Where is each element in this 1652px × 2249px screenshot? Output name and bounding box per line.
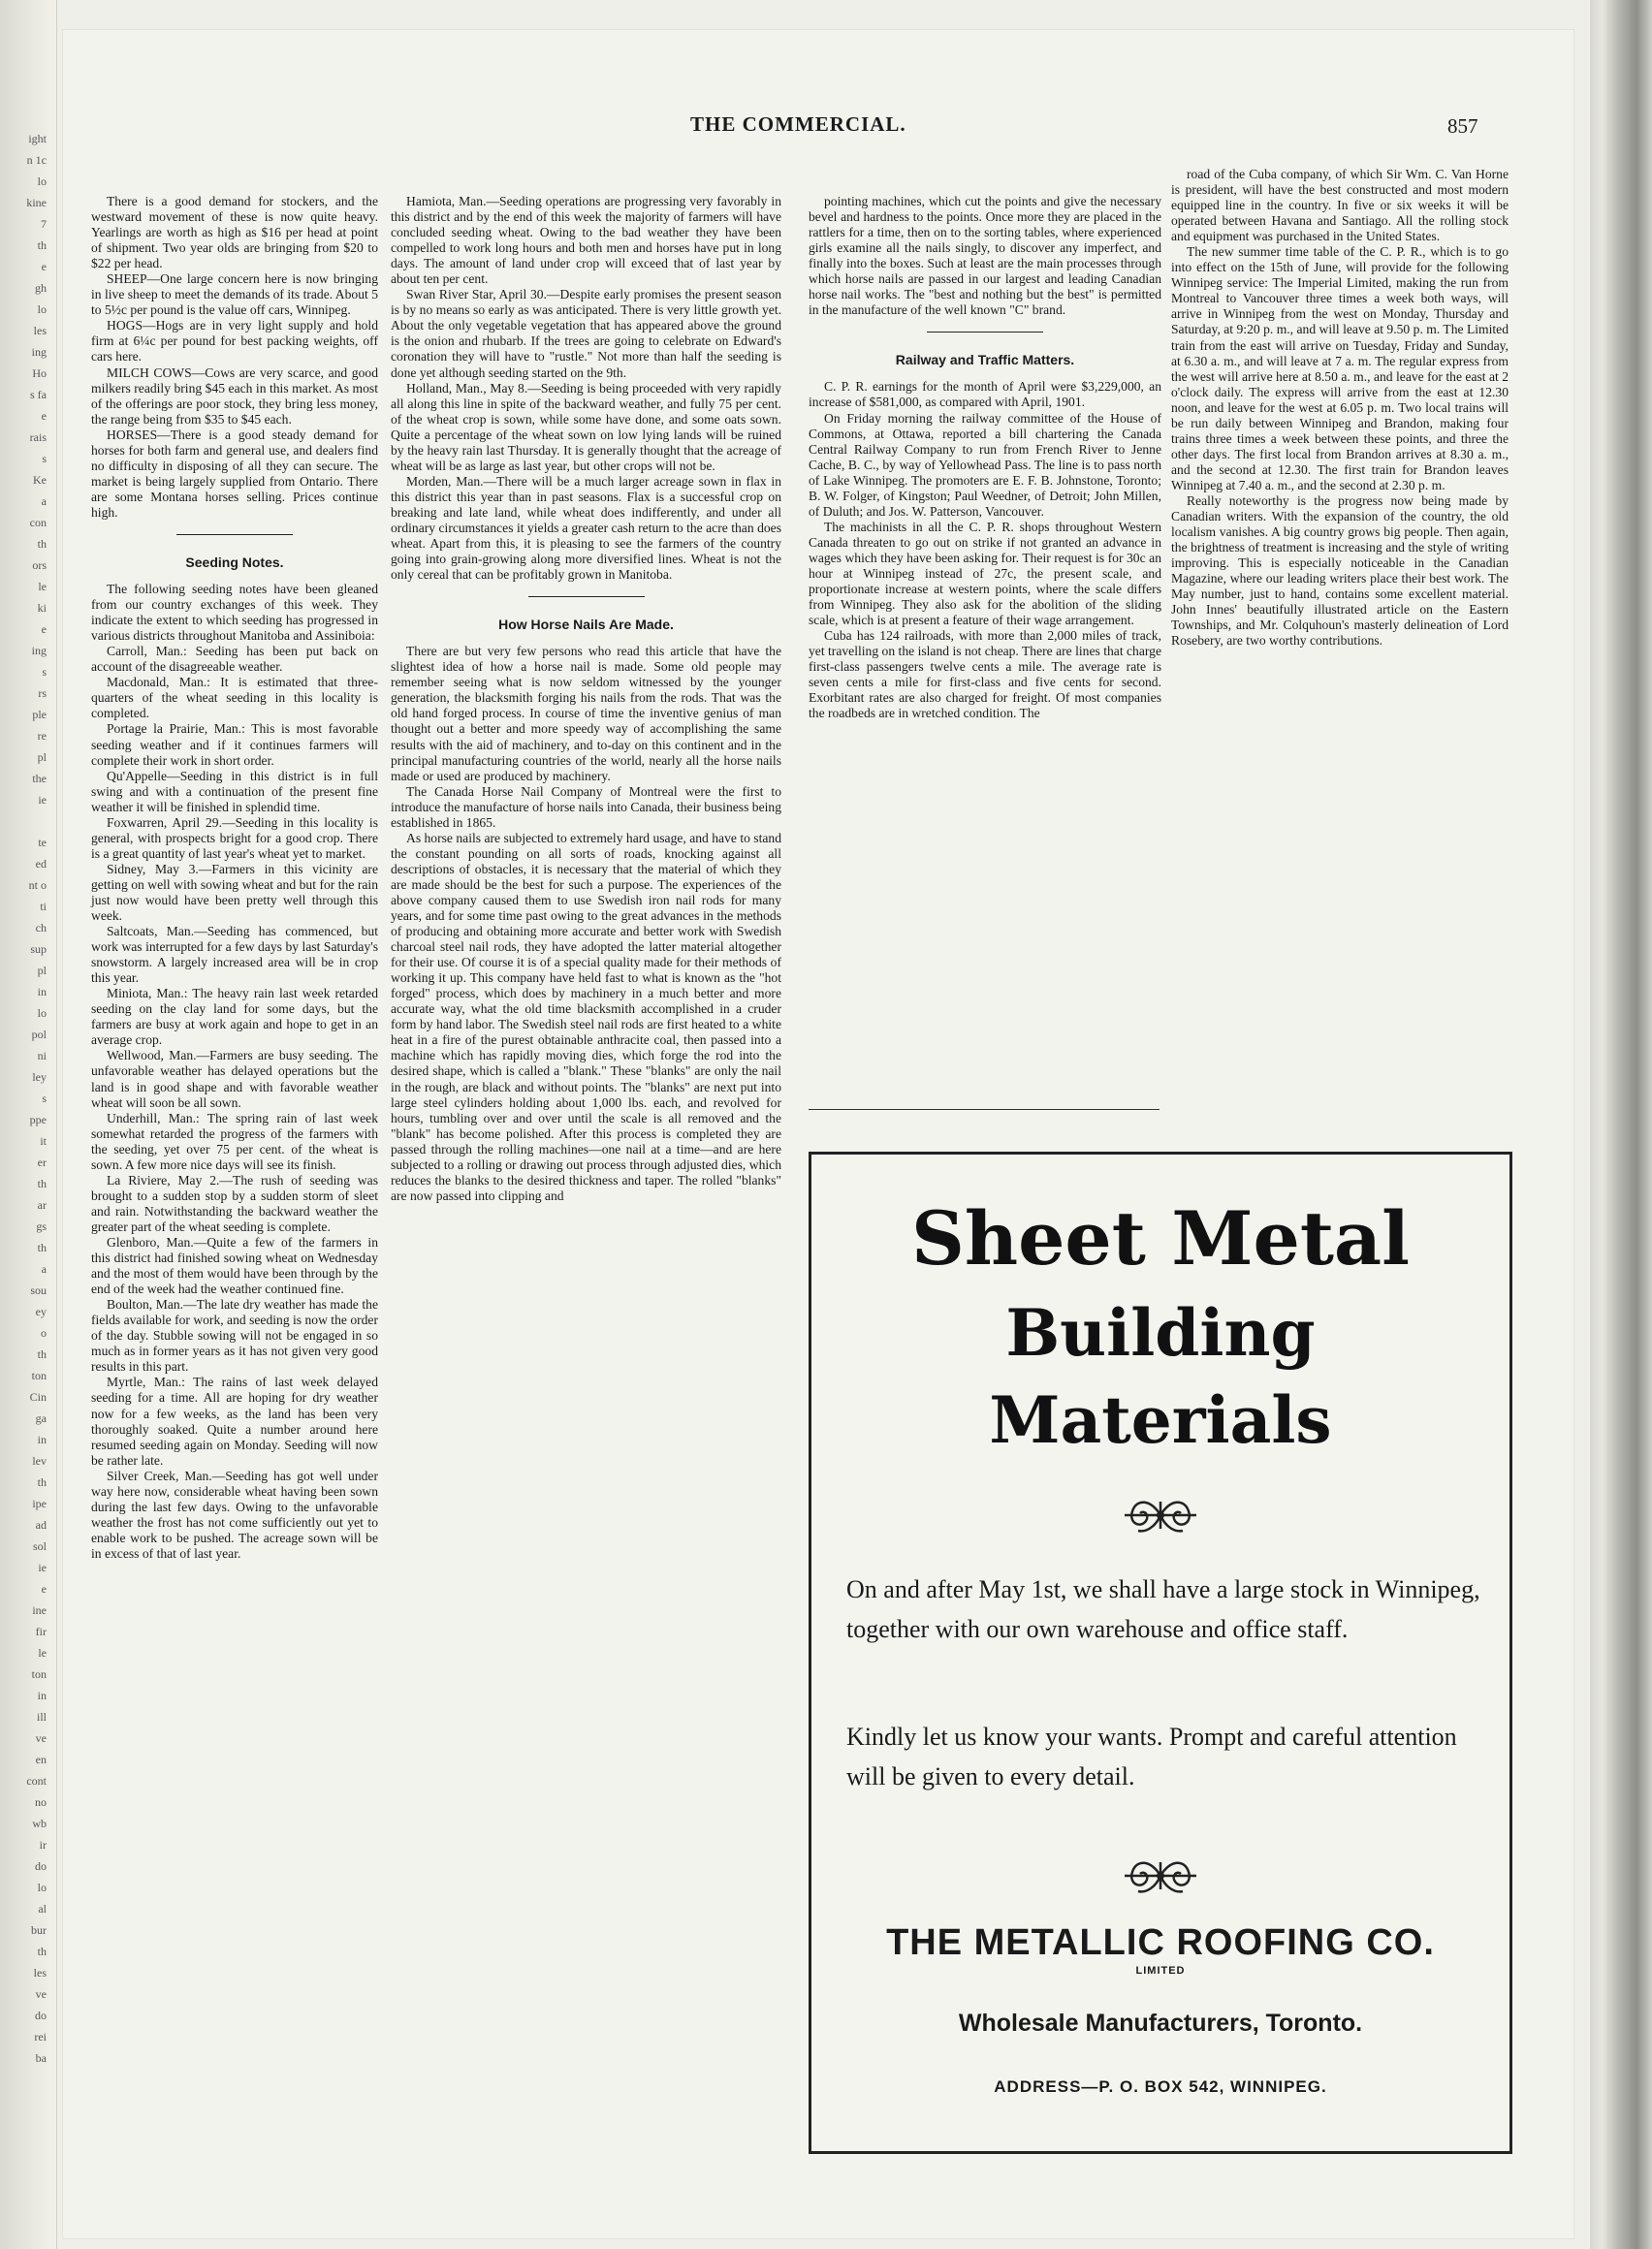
margin-fragment: sup [30,942,47,956]
ad-headline-building: Building [1005,1295,1316,1371]
ad-paragraph-attention: Kindly let us know your wants. Prompt and careful attention will be given to every detail. [846,1723,1457,1790]
margin-fragment: the [32,772,47,785]
paragraph: Cuba has 124 railroads, with more than 2,000 miles of track, yet travelling on the island is not cheap. There are lines that charge first-class passengers twelve cents a mile. The average rate is seven cents a mile for first-class and five cents for second. Exorbitant rates are also charged for freight. Of most companies the roadbeds are in wretched condition. The [809,628,1161,721]
running-title: THE COMMERCIAL. [690,112,906,136]
margin-fragment: th [37,1945,47,1958]
margin-fragment: th [37,1475,47,1489]
paragraph: Qu'Appelle—Seeding in this district is in full swing and with a continuation of the present fine weather it will be finished in splendid time. [91,768,378,814]
paragraph: HORSES—There is a good steady demand for horses for both farm and general use, and dealers find no difficulty in disposing of all they can secure. The market is being largely supplied from Ontario. There are some Montana horses selling. Prices continue high. [91,427,378,520]
margin-fragment: no [35,1795,47,1809]
paragraph: On Friday morning the railway committee of the House of Commons, at Ottawa, reported a bill chartering the Canada Central Railway Company to run from French River to Jenne Cache, B. C., by way of Yellowhead Pass. The line is to pass north of Lake Winnipeg. The promoters are E. F. B. Johnstone, Toronto; B. W. Folger, of Kingston; Paul Weedner, of Detroit; John Millen, of Duluth; and Jos. W. Patterson, Vancouver. [809,410,1161,519]
section-heading-horse-nails: How Horse Nails Are Made. [498,617,674,633]
previous-page-fragments [4,126,47,2084]
margin-fragment: le [38,1646,47,1660]
margin-fragment: e [41,1582,47,1596]
margin-fragment: th [37,238,47,252]
margin-fragment: en [35,1753,47,1766]
paragraph: The Canada Horse Nail Company of Montreal were the first to introduce the manufacture of horse nails into Canada, their business being established in 1865. [391,783,781,830]
paragraph: The following seeding notes have been gleaned from our country exchanges of this week. They indicate the extent to which seeding has progressed in various districts throughout Manitoba and Assiniboia: [91,582,378,644]
margin-fragment: pl [37,750,47,764]
margin-fragment [4,808,47,830]
margin-fragment: cont [26,1774,47,1788]
margin-fragment: th [37,1347,47,1361]
paragraph: Macdonald, Man.: It is estimated that three-quarters of the wheat seeding in this locality is completed. [91,675,378,721]
margin-fragment: ton [31,1369,47,1382]
margin-fragment: it [40,1134,47,1148]
paragraph: Wellwood, Man.—Farmers are busy seeding. The unfavorable weather has delayed operations but the land is in good shape and with favorable weather wheat will soon be all sown. [91,1048,378,1110]
margin-fragment: Cin [29,1390,47,1404]
margin-fragment: sol [32,1539,47,1553]
margin-fragment: pl [37,964,47,977]
margin-fragment: e [41,409,47,423]
margin-fragment: ve [35,1987,47,2001]
paragraph: The machinists in all the C. P. R. shops throughout Western Canada threaten to go out on strike if not granted an advance in wages which they have been asking for. Their request is for 30c an hour at Winnipeg instead of 27c, the present scale, and proportionate increase at western points, where the scale differs from Winnipeg. They also ask for the abolition of the sliding scale, which is at present a feature of their wage arrangement. [809,519,1161,628]
margin-fragment: in [37,985,47,998]
column-4 [1171,167,1509,649]
margin-fragment: rei [34,2030,47,2043]
page-number: 857 [1447,114,1478,138]
ad-company-name: THE METALLIC ROOFING CO. [886,1922,1435,1963]
column-bottom-rule [809,1109,1160,1110]
margin-fragment: ve [35,1731,47,1745]
margin-fragment: gh [35,281,47,295]
margin-fragment: ie [38,793,47,807]
paragraph: Sidney, May 3.—Farmers in this vicinity are getting on well with sowing wheat and but for the rain just now would have been pretty well through this week. [91,861,378,924]
margin-fragment: er [37,1156,47,1169]
margin-fragment: n 1c [26,153,47,167]
margin-fragment: lo [37,1006,47,1020]
margin-fragment: Ho [32,366,47,380]
margin-fragment: bur [31,1923,47,1937]
advertisement-metallic-roofing [809,1152,1512,2154]
section-heading-railway: Railway and Traffic Matters. [895,352,1075,368]
margin-fragment: s [42,1092,47,1105]
margin-fragment: sou [30,1283,47,1297]
margin-fragment: ga [35,1411,47,1425]
margin-fragment: s fa [30,388,47,401]
margin-fragment: do [35,2009,47,2022]
margin-fragment: rs [38,686,47,700]
paragraph: Morden, Man.—There will be a much larger acreage sown in flax in this district this year than in past seasons. Flax is a successful crop on breaking and late land, while wheat does indifferently, and under all ordinary circumstances it yields a greater cash return to the acre than does wheat. Apart from this, it is pleasing to see the farmers of the country going into grain-growing along more diversified lines. Wheat is not the only cereal that can be profitably grown in Manitoba. [391,473,781,583]
margin-fragment: ing [31,345,47,359]
previous-page-margin [0,0,57,2249]
margin-fragment: Ke [33,473,47,487]
margin-fragment: ir [39,1838,47,1852]
paragraph: Silver Creek, Man.—Seeding has got well under way here now, considerable wheat having been sown during the last few days. Owing to the unfavorable weather the frost has not come sufficiently out yet to enable work to be pushed. The acreage sown will be in excess of that of last year. [91,1468,378,1561]
margin-fragment: ine [32,1603,47,1617]
margin-fragment: lo [37,302,47,316]
ad-wholesale-line: Wholesale Manufacturers, Toronto. [958,2010,1363,2037]
margin-fragment: o [41,1326,47,1340]
paragraph: Portage la Prairie, Man.: This is most favorable seeding weather and if it continues farmers will complete their work in short order. [91,721,378,768]
margin-fragment: ley [32,1070,47,1084]
margin-fragment: th [37,1177,47,1190]
margin-fragment: ki [37,601,47,615]
margin-fragment: rais [29,430,47,444]
margin-fragment: in [37,1433,47,1446]
margin-fragment: ey [35,1305,47,1318]
margin-fragment: e [41,622,47,636]
railway-body [809,379,1161,721]
paragraph: Glenboro, Man.—Quite a few of the farmers in this district had finished sowing wheat on Wednesday and the most of them would have been through by the end of the week had the weather continued fine. [91,1235,378,1297]
margin-fragment: ch [35,921,47,934]
margin-fragment: ed [35,857,47,871]
paragraph: road of the Cuba company, of which Sir Wm. C. Van Horne is president, will have the best constructed and most modern equipped line in the country. In five or six weeks it will be operated between Havana and Santiago. All the rolling stock and equipment was purchased in the United States. [1171,167,1509,244]
paragraph: Carroll, Man.: Seeding has been put back on account of the disagreeable weather. [91,644,378,675]
section-divider [528,596,645,597]
paragraph: Saltcoats, Man.—Seeding has commenced, but work was interrupted for a few days by last Saturday's snowstorm. A largely increased area will be in crop this year. [91,924,378,986]
margin-fragment: do [35,1859,47,1873]
paragraph: As horse nails are subjected to extremely hard usage, and have to stand the constant pounding on all sorts of roads, knocking against all descriptions of obstacles, it is necessary that the material of which they are made should be the best for such a purpose. The experiences of the above company caused them to use Swedish iron nail rods for many years, and for some time past owing to the great advances in the methods of producing and obtaining more accurate and better work with Swedish charcoal steel nail rods, they have adopted the latter material altogether for their use. Of course it is of a special quality made for their methods of working it up. This company have held fast to what is known as the "hot forged" process, which does by machinery in a much better and more accurate way, what the old time blacksmith accomplished in a cruder form by hand labor. The Swedish steel nail rods are first heated to a white heat in a fire of the purest obtainable anthracite coal, then passed into a machine which has rapidly moving dies, which forge the rod into the desired shape, which is called a "blank." These "blanks" are only the nail in the rough, are black and without points. The "blanks" are next put into large steel cylinders holding about 1,000 lbs. each, and revolved for hours, tumbling over and over until the scale is all removed and the "blank" has become polished. After this process is completed they are passed through the rolling machines—one nail at a time—and are here subjected to a rolling or drawing out process through adjusted dies, which reduces the blanks to the desired thickness and taper. The rolled "blanks" are now passed into clipping and [391,830,781,1203]
margin-fragment: s [42,665,47,679]
ad-paragraph-stock: On and after May 1st, we shall have a large stock in Winnipeg, together with our own warehouse and office staff. [846,1575,1480,1643]
margin-fragment: ill [36,1710,47,1724]
margin-fragment: fir [35,1625,47,1638]
paragraph: La Riviere, May 2.—The rush of seeding was brought to a sudden stop by a sudden storm of sleet and rain. Notwithstanding the backward weather the greater part of the wheat seeding is complete. [91,1172,378,1234]
paragraph: MILCH COWS—Cows are very scarce, and good milkers readily bring $45 each in this market. As most of the offerings are poor stock, they bring less money, the range being from $35 to $45 each. [91,364,378,427]
margin-fragment: al [38,1902,47,1916]
ad-headline-sheet-metal: Sheet Metal [910,1195,1411,1282]
column-3 [809,194,1161,721]
section-heading-seeding-notes: Seeding Notes. [185,554,284,570]
margin-fragment: ni [37,1049,47,1062]
margin-fragment: gs [36,1220,47,1233]
paragraph: Holland, Man., May 8.—Seeding is being proceeded with very rapidly all along this line in spite of the backward weather, and fully 75 per cent. of the wheat crop is sown, while some have done, and some oats sown. Quite a percentage of the wheat sown on low lying lands will be ruined by the heavy rain last Thursday. It is generally thought that the acreage of wheat will be as large as last year, but other crops will not be. [391,380,781,473]
paragraph: Miniota, Man.: The heavy rain last week retarded seeding on the clay land for some days, but the farmers are busy at work again and hope to get in an average crop. [91,986,378,1048]
margin-fragment: nt o [28,878,47,892]
margin-fragment: th [37,1241,47,1254]
paragraph: Really noteworthy is the progress now being made by Canadian writers. With the expansion of the country, the old localism vanishes. A big country grows big people. Then again, the brightness of treatment is increasing and the style of writing improving. This is especially noticeable in the Canadian Magazine, where our leading writers place their best work. The May number, just to hand, contains some excellent material. John Innes' beautifully illustrated article on the Eastern Townships, and Mr. Colquhoun's masterly delineation of Lord Rosebery, are two worthy contributions. [1171,492,1509,649]
margin-fragment: lo [37,1881,47,1894]
seeding-notes-body [91,582,378,1562]
paragraph: The new summer time table of the C. P. R., which is to go into effect on the 15th of June, will provide for the following Winnipeg service: The Imperial Limited, making the run from Montreal to Vancouver three times a week both ways, will arrive in Winnipeg from the west on Monday, Thursday and Saturday, at 9:20 p. m., and will leave at 9.50 p. m. The Limited train from the east will arrive on Tuesday, Friday and Sunday, at 6.30 a. m., and will leave at 7 a. m. The regular express from the west will arrive here at 8.50 a. m., and leave for the east at 2 o'clock daily. The express will arrive from the east at 12.30 noon, and leave for the west at 6.05 p. m. Two local trains will be run daily between Winnipeg and Brandon, making four trains three times a week between these points, and three the other days. The first local from Brandon arrives at 8.30 a. m., and the second at 12.30. The first train for Brandon leaves Winnipeg at 7.40 a. m., and the second at 2.30 p. m. [1171,244,1509,492]
margin-fragment: pol [31,1028,47,1041]
margin-fragment: les [33,324,47,337]
paragraph: Myrtle, Man.: The rains of last week delayed seeding for a time. All are hoping for dry weather now for a few weeks, as the land has been very thoroughly soaked. Quite a number around here resumed seeding again on Monday. Seeding will now be rather late. [91,1375,378,1468]
margin-fragment: lev [32,1454,47,1468]
margin-fragment: lo [37,174,47,188]
paragraph: pointing machines, which cut the points and give the necessary bevel and hardness to the points. Once more they are placed in the rattlers for a time, then on to the sorting tables, where experienced girls examine all the nails singly, to discover any imperfect, and finally into the boxes. Such at least are the main processes through which horse nails are passed in our largest and leading Canadian horse nail works. The "best and nothing but the best" is permitted in the manufacture of the well known "C" brand. [809,194,1161,318]
railway-continued [1171,167,1509,649]
margin-fragment: re [37,729,47,743]
margin-fragment: ple [32,708,47,721]
margin-fragment: ti [40,900,47,913]
margin-fragment: ar [37,1198,47,1212]
paragraph: Hamiota, Man.—Seeding operations are progressing very favorably in this district and by the end of this week the majority of farmers will have concluded seeding wheat. Owing to the bad weather they have been compelled to work long hours and both men and horses have put in long days. The amount of land under crop will exceed that of last year by about ten per cent. [391,194,781,287]
margin-fragment: le [38,580,47,593]
market-report [91,194,378,521]
margin-fragment: th [37,537,47,551]
margin-fragment: ors [32,558,47,572]
book-spine [1590,0,1652,2249]
margin-fragment: les [33,1966,47,1980]
horse-nails-continued [809,194,1161,318]
section-divider [927,332,1043,333]
ad-headline-materials: Materials [989,1382,1332,1458]
margin-fragment: te [38,836,47,849]
paragraph: There are but very few persons who read this article that have the slightest idea of how a horse nail is made. Some old people may remember seeing what is now seldom witnessed by the younger generation, the blacksmith forging his nails from the rods. That was the old hand forged process. In course of time the inventive genius of man thought out a better and more speedy way of accomplishing the same results with the aid of machinery, and to-day on this continent and in the principal manufacturing countries of the world, nearly all the horse nails made or used are produced by machinery. [391,644,781,783]
margin-fragment: con [29,516,47,529]
paragraph: C. P. R. earnings for the month of April were $3,229,000, an increase of $581,000, as compared with April, 1901. [809,379,1161,410]
seeding-notes-continued [391,194,781,583]
paragraph: Swan River Star, April 30.—Despite early promises the present season is by no means so early as was anticipated. There is very little growth yet. About the only vegetable vegetation that has appeared above the ground is the onion and rhubarb. If the trees are going to celebrate on Edward's coronation they will have to "rustle." Not more than half the seeding is done yet although seeding started on the 9th. [391,287,781,380]
column-2 [391,194,781,1204]
margin-fragment: ipe [32,1497,47,1510]
horse-nails-body [391,644,781,1204]
ad-address: ADDRESS—P. O. BOX 542, WINNIPEG. [994,2077,1327,2096]
margin-fragment: a [41,494,47,508]
section-divider [176,534,293,535]
column-1 [91,194,378,1562]
paragraph: Foxwarren, April 29.—Seeding in this locality is general, with prospects bright for a good crop. There is a great quantity of last year's wheat yet to market. [91,814,378,861]
margin-fragment: kine [26,196,47,209]
margin-fragment: in [37,1689,47,1702]
margin-fragment: ton [31,1667,47,1681]
floral-ornament-icon [1117,1494,1204,1536]
margin-fragment: ie [38,1561,47,1574]
margin-fragment: ba [35,2051,47,2065]
paragraph: Boulton, Man.—The late dry weather has made the fields available for work, and seeding is now the order of the day. Stubble sowing will not be engaged in so much as in former years as it has not given very good results in this part. [91,1297,378,1375]
margin-fragment: 7 [41,217,47,231]
margin-fragment: a [41,1262,47,1276]
margin-fragment: s [42,452,47,465]
margin-fragment: ppe [29,1113,47,1126]
paragraph: HOGS—Hogs are in very light supply and hold firm at 6¼c per pound for best packing weights, off cars here. [91,318,378,364]
paragraph: Underhill, Man.: The spring rain of last week somewhat retarded the progress of the farmers with the seeding, yet over 75 per cent. of the wheat is sown. A few more nice days will see its finish. [91,1110,378,1172]
ad-company-limited: LIMITED [1135,1965,1186,1977]
floral-ornament-icon [1117,1854,1204,1897]
paragraph: SHEEP—One large concern here is now bringing in live sheep to meet the demands of its trade. About 5 to 5½c per pound is the value off cars, Winnipeg. [91,271,378,318]
margin-fragment: ight [28,132,47,145]
margin-fragment: e [41,260,47,273]
margin-fragment: wb [32,1817,47,1830]
paragraph: There is a good demand for stockers, and the westward movement of these is now quite heavy. Yearlings are worth as high as $16 per head at point of shipment. Two year olds are bringing from $20 to $22 per head. [91,194,378,271]
margin-fragment: ad [35,1518,47,1532]
margin-fragment: ing [31,644,47,657]
